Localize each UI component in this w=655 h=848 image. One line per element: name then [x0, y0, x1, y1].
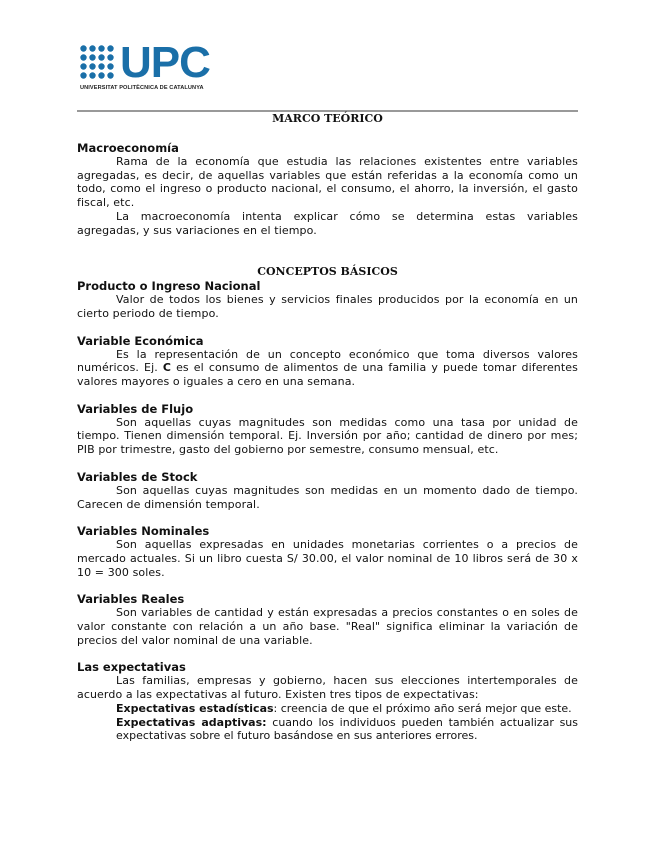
upc-subtitle: UNIVERSITAT POLITÈCNICA DE CATALUNYA [80, 85, 204, 91]
section-title: Macroeconomía [77, 141, 179, 155]
document-body [77, 112, 578, 743]
section-producto [77, 279, 578, 320]
section-expectativas [77, 660, 578, 743]
upc-logo [80, 40, 220, 95]
bold-run: Expectativas adaptivas: [116, 715, 267, 729]
text-run: es el consumo de alimentos de una familia y puede tomar diferentes valores mayores o iguales a cero en una semana. [77, 361, 578, 389]
bold-run: Expectativas estadísticas [116, 701, 274, 715]
section-nominales [77, 524, 578, 579]
section-variable-economica [77, 334, 578, 389]
section-title: Variable Económica [77, 333, 204, 348]
section-title: Producto o Ingreso Nacional [77, 279, 261, 294]
upc-wordmark: UPC [120, 38, 210, 87]
text-run: cuando los individuos pueden también actualizar sus expectativas sobre el futuro basándose en sus anteriores errores. [116, 715, 579, 743]
section-title: Variables de Flujo [77, 401, 194, 416]
paragraph-expectativas-estadisticas [77, 702, 578, 716]
bold-run: C [162, 361, 172, 375]
paragraph: Son aquellas cuyas magnitudes son medidas en un momento dado de tiempo. Carecen de dimensión temporal. [77, 483, 578, 511]
upc-dots-icon [80, 45, 116, 81]
section-flujo [77, 402, 578, 457]
section-stock [77, 470, 578, 511]
section-title: Las expectativas [77, 660, 186, 675]
section-title: Variables Reales [77, 592, 185, 607]
paragraph: Son aquellas expresadas en unidades monetarias corrientes o a precios de mercado actuales. Si un libro cuesta S/ 30.00, el valor nominal de 10 libros será de 30 x 10 = 300 soles. [77, 538, 578, 579]
paragraph: Valor de todos los bienes y servicios finales producidos por la economía en un cierto periodo de tiempo. [77, 293, 578, 320]
paragraph [77, 348, 578, 389]
heading-conceptos-basicos: CONCEPTOS BÁSICOS [257, 265, 398, 279]
text-run: Es la representación de un concepto económico que toma diversos valores numéricos. Ej. [77, 347, 578, 375]
paragraph: Son aquellas cuyas magnitudes son medidas como una tasa por unidad de tiempo. Tienen dimensión temporal. Ej. Inversión por año; cantidad de dinero por mes; PIB por trimestre, gasto del gobierno por semestre, consumo mensual, etc. [77, 415, 578, 457]
paragraph-expectativas-adaptivas [77, 716, 578, 743]
section-title: Variables de Stock [77, 469, 198, 484]
section-title: Variables Nominales [77, 524, 210, 539]
paragraph: Son variables de cantidad y están expresadas a precios constantes o en soles de valor constante con relación a un año base. "Real" significa eliminar la variación de precios del valor nominal de una variable. [77, 606, 578, 647]
paragraph: Rama de la economía que estudia las relaciones existentes entre variables agregadas, es decir, de aquellas variables que están referidas a la economía como un todo, como el ingreso o producto nacional, el consumo, el ahorro, la inversión, el gasto fiscal, etc. [77, 155, 578, 210]
section-macroeconomia [77, 141, 578, 237]
paragraph: Las familias, empresas y gobierno, hacen sus elecciones intertemporales de acuerdo a las expectativas al futuro. Existen tres tipos de expectativas: [77, 674, 578, 702]
heading-marco-teorico: MARCO TEÓRICO [272, 112, 383, 125]
text-run: : creencia de que el próximo año será mejor que este. [273, 701, 572, 715]
paragraph: La macroeconomía intenta explicar cómo se determina estas variables agregadas, y sus variaciones en el tiempo. [77, 209, 578, 237]
section-reales [77, 592, 578, 647]
